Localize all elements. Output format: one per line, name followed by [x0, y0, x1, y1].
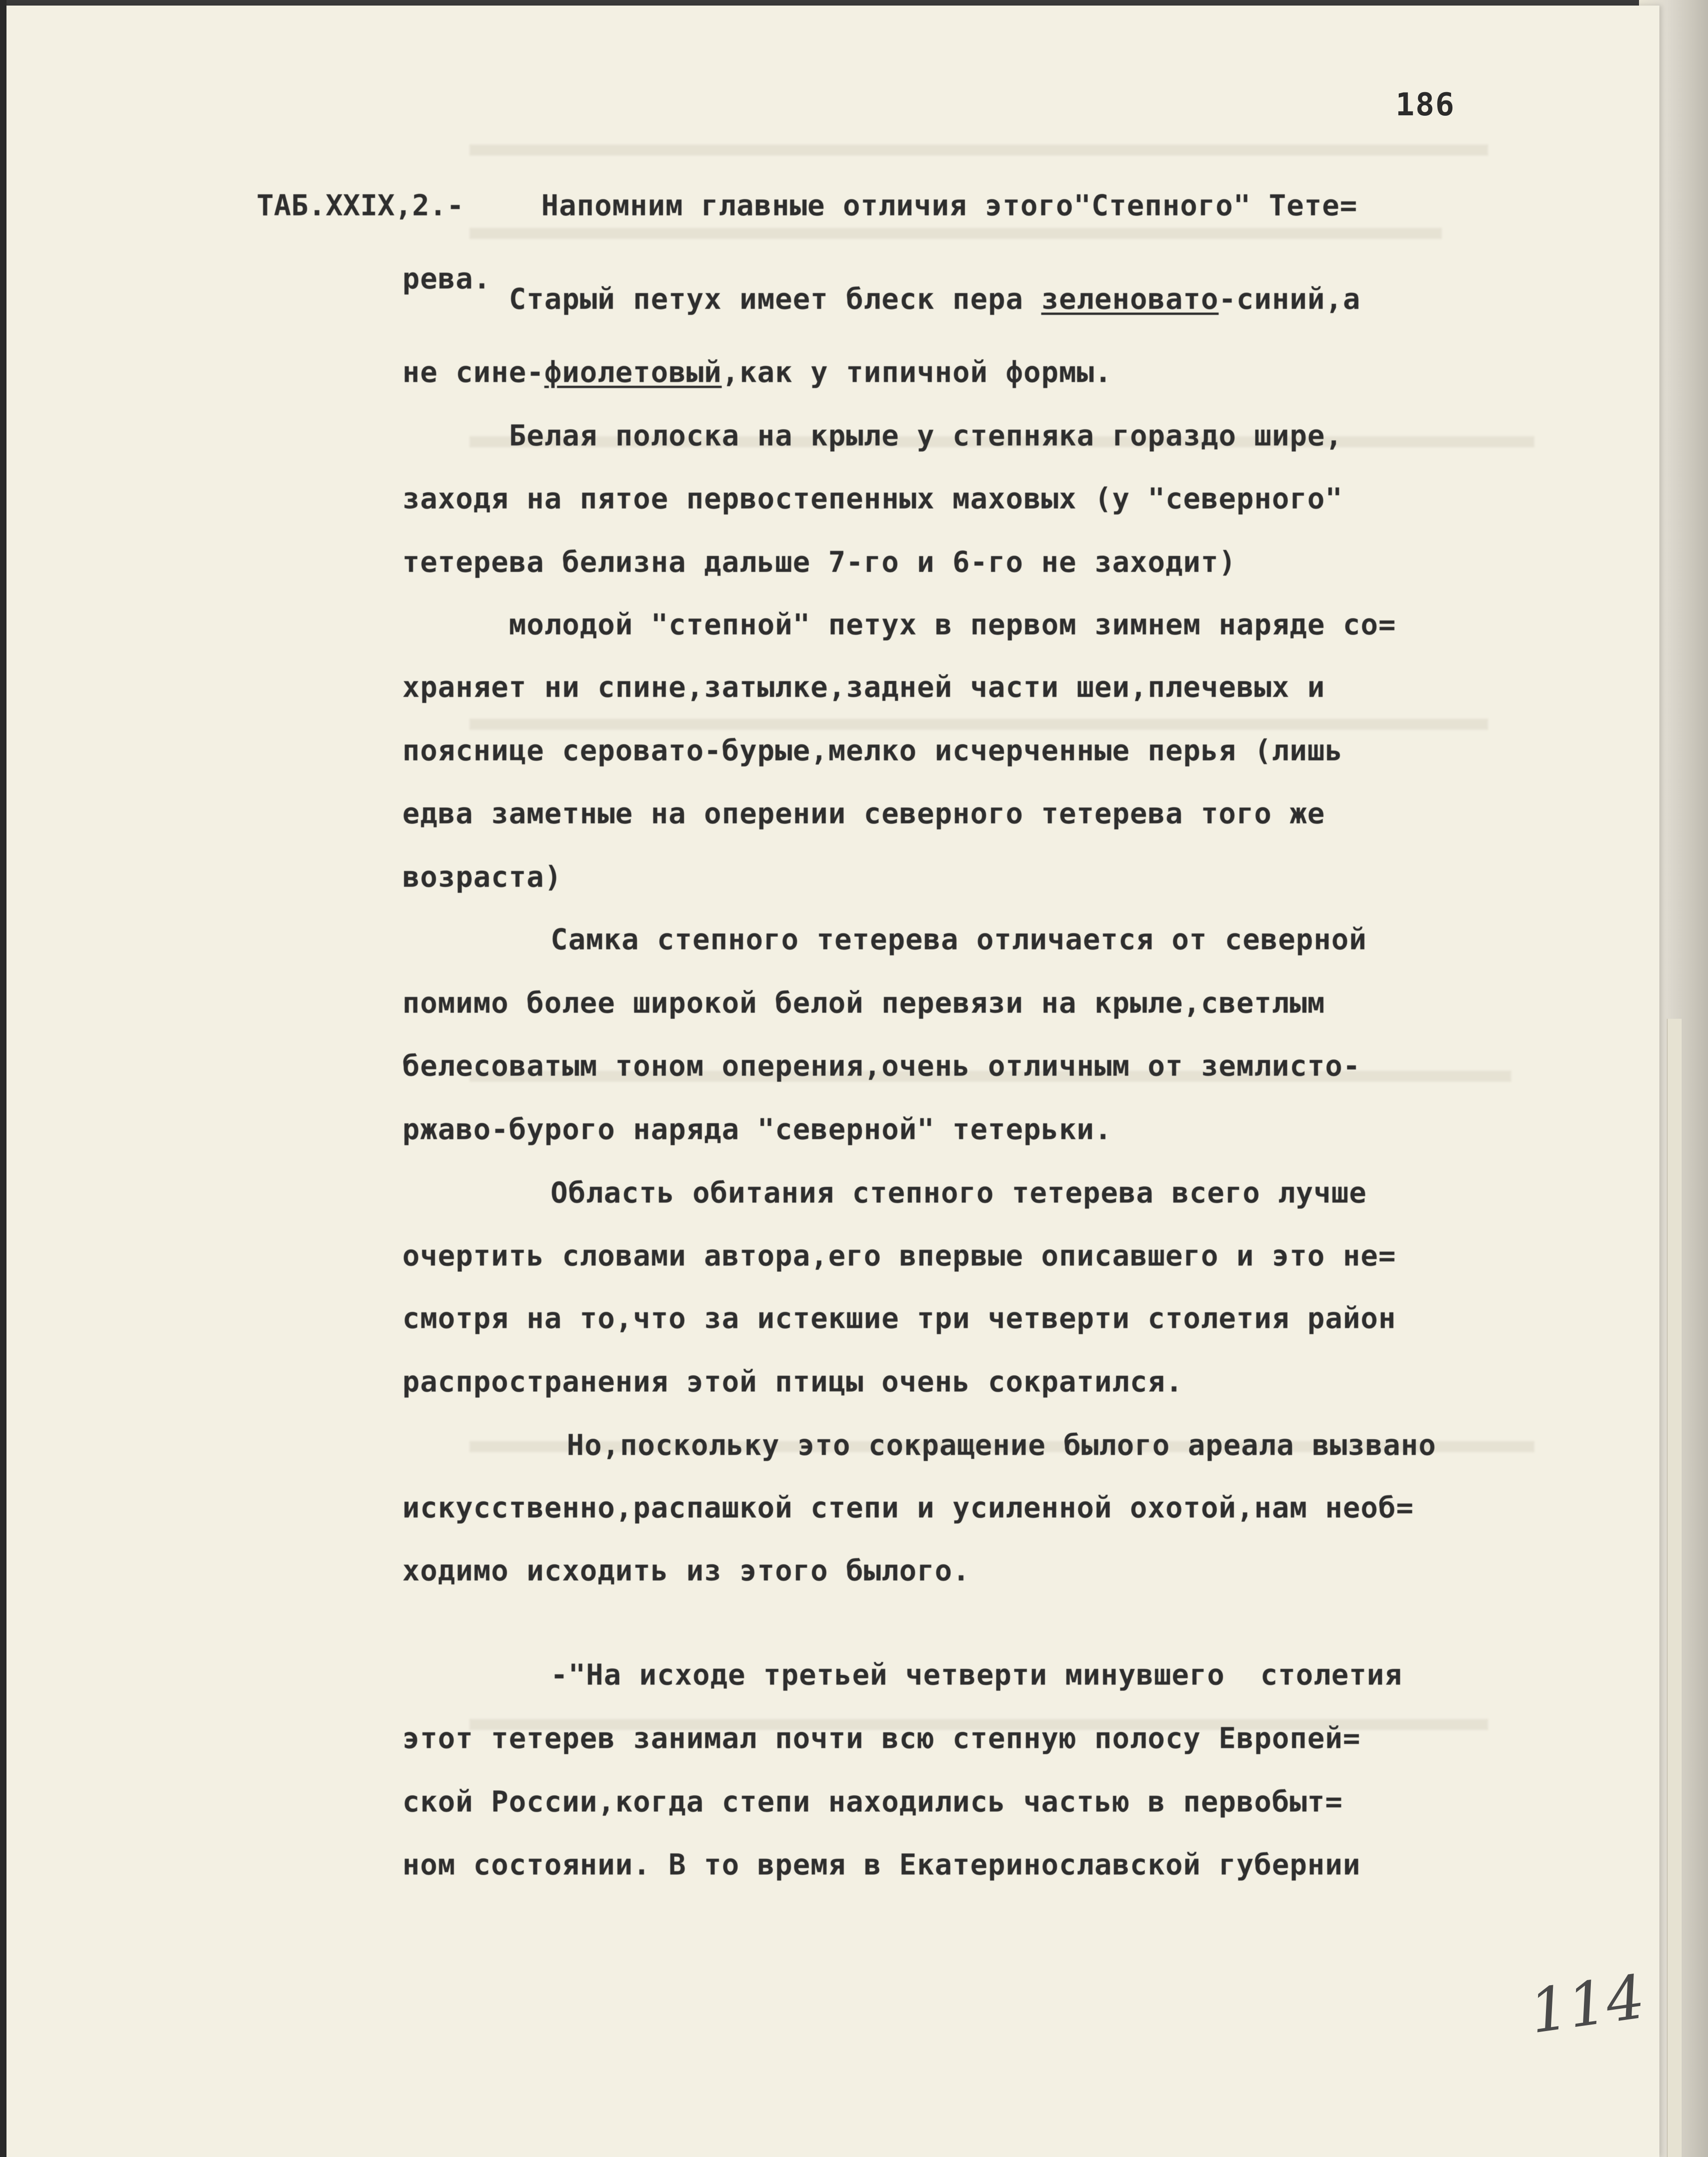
text-line-10: пояснице серовато-бурые,мелко исчерченные перья (лишь: [402, 734, 1343, 767]
table-reference: ТАБ.XXIX,2.-: [257, 188, 464, 222]
text-line-5: Белая полоска на крыле у степняка гораздо шире,: [509, 419, 1343, 452]
text-line-23: ходимо исходить из этого былого.: [402, 1554, 970, 1587]
text-line-27: ном состоянии. В то время в Екатеринославской губернии: [402, 1848, 1361, 1881]
text-line-21: Но,поскольку это сокращение былого ареала вызвано: [567, 1428, 1437, 1462]
typewritten-page: [6, 6, 1659, 2157]
text-line-24: -"На исходе третьей четверти минувшего столетия: [551, 1658, 1402, 1692]
text-line-22: искусственно,распашкой степи и усиленной охотой,нам необ=: [402, 1491, 1414, 1524]
text-line-13: Самка степного тетерева отличается от северной: [551, 922, 1367, 956]
text-line-6: заходя на пятое первостепенных маховых (у "северного": [402, 482, 1343, 515]
text-line-4-b: ,как у типичной формы.: [721, 355, 1113, 389]
text-line-20: распространения этой птицы очень сократился.: [402, 1365, 1183, 1398]
bleed-through-4: [469, 719, 1488, 730]
text-line-17: Область обитания степного тетерева всего лучше: [551, 1176, 1367, 1210]
text-line-11: едва заметные на оперении северного тетерева того же: [402, 796, 1326, 830]
text-line-3-b: -синий,а: [1219, 282, 1361, 316]
text-line-15: белесоватым тоном оперения,очень отличным от землисто-: [402, 1049, 1361, 1083]
text-line-4-a: не сине-: [402, 355, 544, 389]
text-line-25: этот тетерев занимал почти всю степную полосу Европей=: [402, 1721, 1361, 1755]
text-line-4: [402, 355, 1112, 389]
text-line-2: рева.: [402, 262, 491, 295]
text-line-3-a: Старый петух имеет блеск пера: [509, 282, 1024, 316]
text-line-16: ржаво-бурого наряда "северной" тетерьки.: [402, 1112, 1113, 1146]
text-line-3: [509, 282, 1361, 316]
text-line-9: храняет ни спине,затылке,задней части шеи,плечевых и: [402, 670, 1326, 704]
text-line-12: возраста): [402, 860, 562, 894]
text-line-14: помимо более широкой белой перевязи на крыле,светлым: [402, 986, 1326, 1020]
text-line-1: Напомним главные отличия этого"Степного" Тете=: [541, 188, 1358, 222]
text-line-19: смотря на то,что за истекшие три четверти столетия район: [402, 1301, 1396, 1335]
handwritten-archive-number: 114: [1525, 1961, 1649, 2047]
bleed-through-1: [469, 144, 1488, 156]
bleed-through-2: [469, 228, 1442, 239]
text-line-8: молодой "степной" петух в первом зимнем наряде со=: [509, 608, 1396, 641]
underlined-word-greenish: зеленовато: [1041, 282, 1219, 316]
page-number: 186: [1395, 87, 1455, 123]
text-line-7: тетерева белизна дальше 7-го и 6-го не заходит): [402, 545, 1237, 579]
scan-border-top: [0, 0, 1708, 6]
underlined-word-violet: фиолетовый: [544, 355, 722, 389]
text-line-18: очертить словами автора,его впервые описавшего и это не=: [402, 1239, 1396, 1273]
text-line-26: ской России,когда степи находились частью в первобыт=: [402, 1785, 1343, 1818]
underlying-sheet-edge: [1667, 1019, 1682, 2157]
scan-border-left: [0, 0, 6, 2157]
